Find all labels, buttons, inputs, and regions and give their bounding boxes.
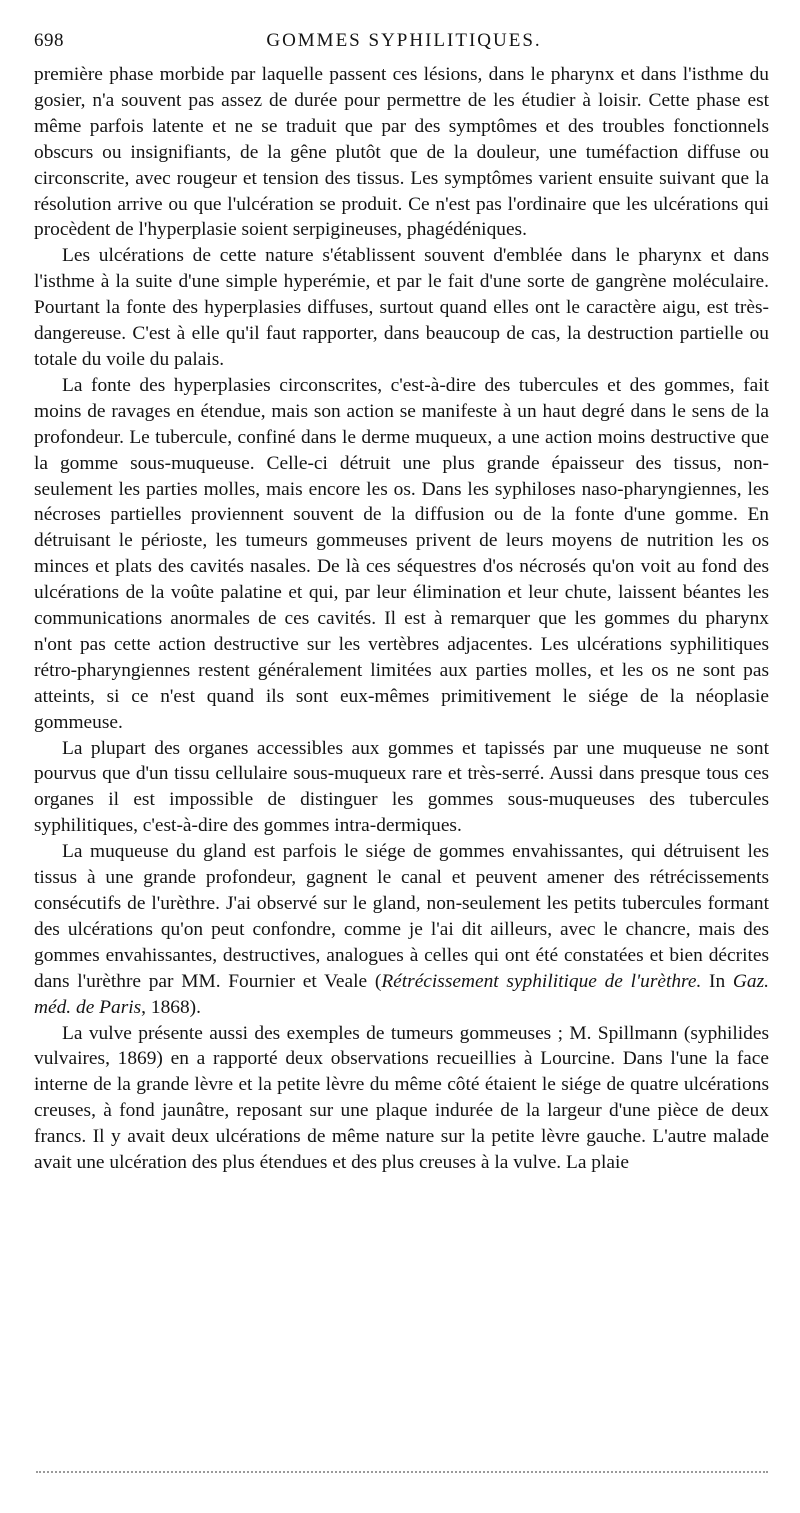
- paragraph-organes-accessibles: La plupart des organes accessibles aux gommes et tapissés par une muqueuse ne sont pourvus que d'un tissu cellulaire sous-muqueux rare et très-serré. Aussi dans presque tous ces organes il est impossible de distinguer les gommes sous-muqueuses des tubercules syphilitiques, c'est-à-dire des gommes intra-dermiques.: [34, 737, 769, 837]
- body-text: [34, 62, 769, 1176]
- paragraph-fonte-hyperplasies: La fonte des hyperplasies circonscrites, c'est-à-dire des tubercules et des gommes, fait moins de ravages en étendue, mais son action se manifeste à un haut degré dans le sens de la profondeur. Le tubercule, confiné dans le derme muqueux, a une action moins destructive que la gomme sous-muqueuse. Celle-ci détruit une plus grande épaisseur des tissus, non-seulement les parties molles, mais encore les os. Dans les syphiloses naso-pharyngiennes, les nécroses partielles proviennent souvent de la diffusion ou de la fonte d'une gomme. En détruisant le périoste, les tumeurs gommeuses privent de leurs moyens de nutrition les os minces et plats des cavités nasales. De là ces séquestres d'os nécrosés qu'on voit au fond des ulcérations de la voûte palatine et qui, par leur élimination et leur chute, laissent béantes les communications anormales de ces cavités. Il est à remarquer que les gommes du pharynx n'ont pas cette action destructive sur les vertèbres adjacentes. Les ulcérations syphilitiques rétro-pharyngiennes restent généralement limitées aux parties molles, et les os ne sont pas atteints, si ce n'est quand ils sont eux-mêmes primitivement le siége de la néoplasie gommeuse.: [34, 374, 769, 733]
- gland-text-mid: In: [701, 970, 733, 992]
- paragraph-continuation: première phase morbide par laquelle passent ces lésions, dans le pharynx et dans l'isthme du gosier, n'a souvent pas assez de durée pour permettre de les étudier à loisir. Cette phase est même parfois latente et ne se traduit que par des symptômes et des troubles fonctionnels obscurs ou insignifiants, de la gêne plutôt que de la douleur, une tuméfaction diffuse ou circonscrite, avec rougeur et tension des tissus. Les symptômes varient ensuite suivant que la résolution arrive ou que l'ulcération se produit. Ce n'est pas l'ordinaire que les ulcérations qui procèdent de l'hyperplasie soient serpigineuses, phagédéniques.: [34, 64, 769, 241]
- page-number: 698: [34, 30, 64, 51]
- footer-dotted-rule: [36, 1471, 768, 1473]
- gland-text-before: La muqueuse du gland est parfois le siége de gommes envahissantes, qui détruisent les tissus à une grande profondeur, gagnent le canal et peuvent amener des rétrécissements consécutifs de l'urèthre. J'ai observé sur le gland, non-seulement les petits tubercules formant des ulcérations qu'on peut confondre, comme je l'ai dit ailleurs, avec le chancre, mais des gommes envahissantes, destructives, analogues à celles qui ont été constatées et bien décrites dans l'urèthre par MM. Fournier et Veale (: [34, 841, 769, 992]
- paragraph-ulcerations: Les ulcérations de cette nature s'établissent souvent d'emblée dans le pharynx et dans l'isthme à la suite d'une simple hyperémie, et par le fait d'une sorte de gangrène moléculaire. Pourtant la fonte des hyperplasies diffuses, surtout quand elles ont le caractère aigu, est très-dangereuse. C'est à elle qu'il faut rapporter, dans beaucoup de cas, la destruction partielle ou totale du voile du palais.: [34, 245, 769, 370]
- running-title: GOMMES SYPHILITIQUES.: [266, 30, 542, 51]
- paragraph-muqueuse-gland: [34, 839, 769, 1020]
- running-head: [34, 30, 774, 54]
- citation-journal: Gaz. méd. de Paris: [34, 970, 770, 1018]
- citation-title: Rétrécissement syphilitique de l'urèthre.: [381, 970, 702, 992]
- paragraph-vulve: La vulve présente aussi des exemples de tumeurs gommeuses ; M. Spillmann (syphilides vulvaires, 1869) en a rapporté deux observations recueillies à Lourcine. Dans l'une la face interne de la grande lèvre et la petite lèvre du même côté étaient le siége de quatre ulcérations creuses, à fond jaunâtre, reposant sur une plaque indurée de la largeur d'une pièce de deux francs. Il y avait deux ulcérations de même nature sur la petite lèvre gauche. L'autre malade avait une ulcération des plus étendues et des plus creuses à la vulve. La plaie: [34, 1022, 769, 1174]
- gland-text-after: , 1868).: [141, 996, 201, 1018]
